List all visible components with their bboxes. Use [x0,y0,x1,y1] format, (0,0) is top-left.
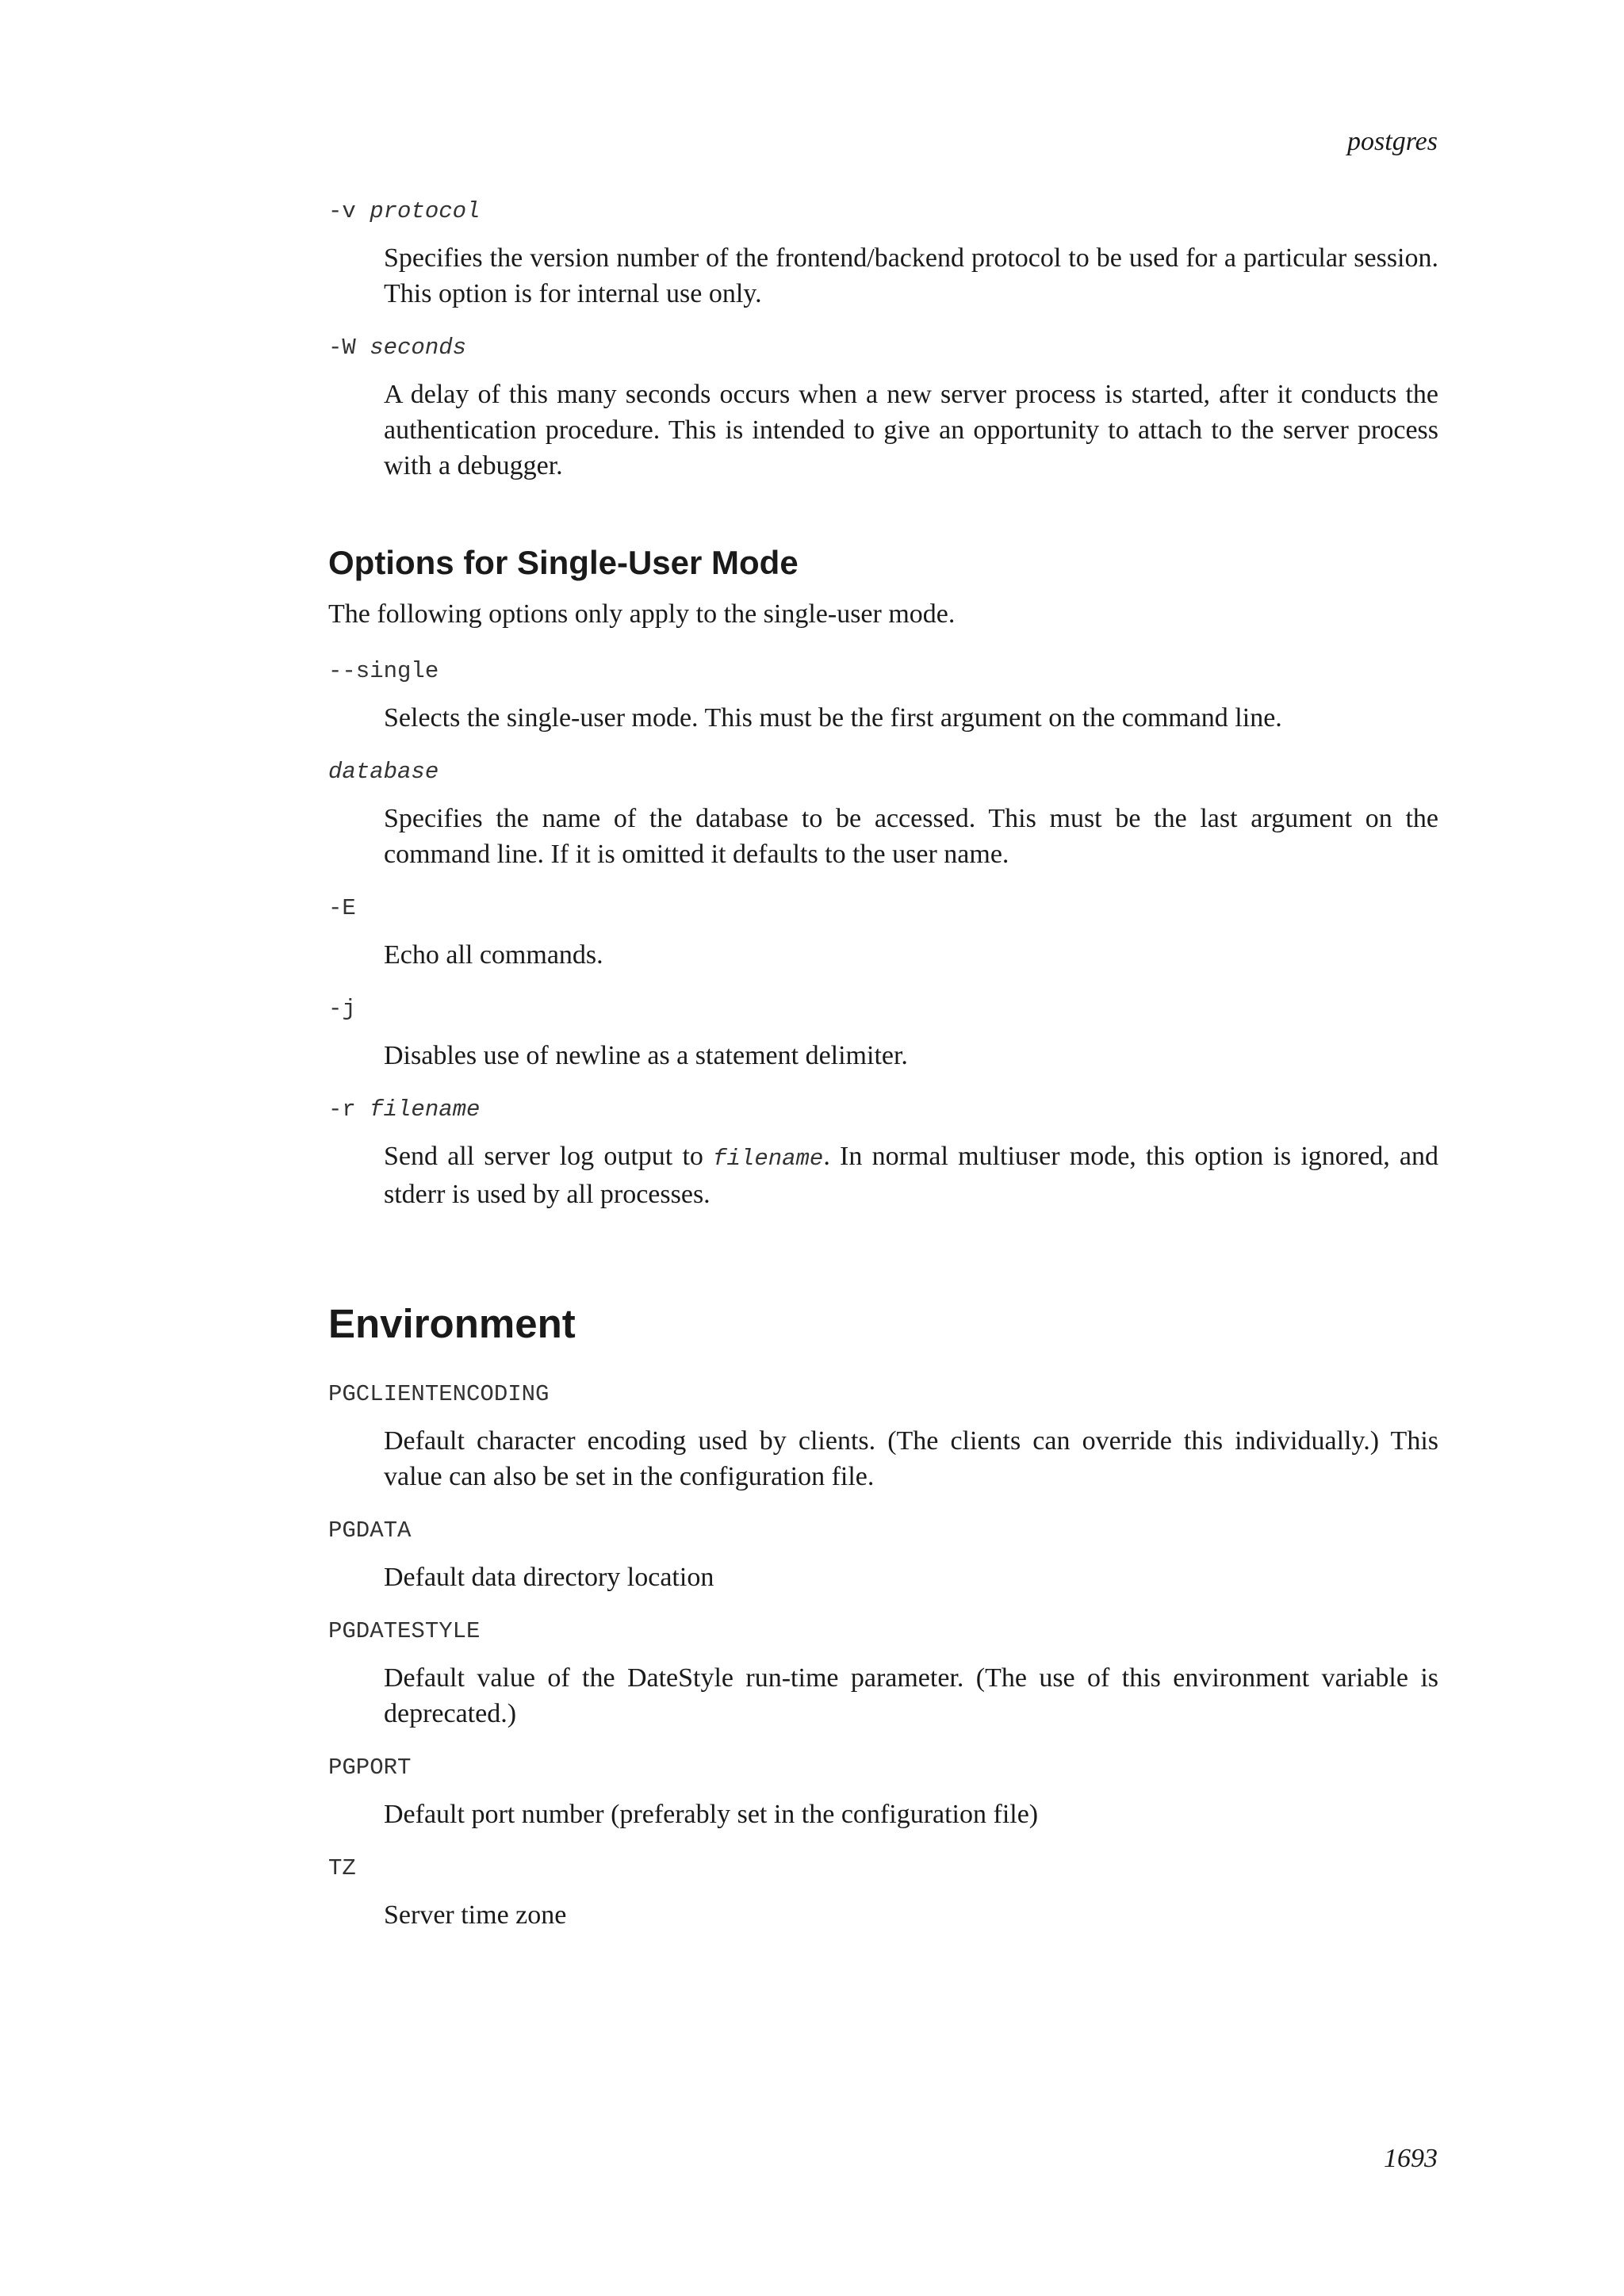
option-description [384,1138,1438,1212]
option-term [328,755,1438,790]
option-arg: protocol [370,198,481,224]
option-flag: --single [328,658,439,684]
option-description: Echo all commands. [384,940,603,970]
option-flag: -r [328,1096,356,1123]
option-arg: database [328,759,439,785]
env-var-name: PGCLIENTENCODING [328,1381,550,1407]
option-description: Disables use of newline as a statement delimiter. [384,1041,908,1070]
subsection-heading: Options for Single-User Mode [328,544,799,581]
env-var-description: Default data directory location [384,1563,714,1592]
option-term [328,194,1438,229]
option-term [328,331,1438,365]
option-term [328,1093,1438,1127]
option-term [328,654,1438,689]
page-number: 1693 [1384,2144,1438,2173]
option-arg: filename [370,1096,481,1123]
env-var-description: Default value of the DateStyle run-time parameter. (The use of this environment variable is deprecated.) [384,1663,1438,1728]
page-content [328,194,1438,1952]
option-flag: -j [328,996,356,1022]
description-text: . In normal multiuser mode, this option is ignored, and stderr is used by all processes. [384,1142,1438,1209]
env-var-name: TZ [328,1855,356,1881]
option-description: A delay of this many seconds occurs when a new server process is started, after it conducts the authentication procedure. This is intended to give an opportunity to attach to the server process with a debugger. [384,380,1438,480]
env-var-name: PGDATA [328,1517,412,1544]
env-var-description: Default port number (preferably set in the configuration file) [384,1800,1039,1829]
option-description: Selects the single-user mode. This must be the first argument on the command line. [384,703,1282,733]
env-var-name: PGPORT [328,1755,412,1781]
subsection-intro: The following options only apply to the single-user mode. [328,599,956,629]
option-flag: -E [328,895,356,921]
option-description: Specifies the version number of the frontend/backend protocol to be used for a particular session. This option is for internal use only. [384,243,1438,308]
env-var-description: Server time zone [384,1900,567,1930]
description-text: Send all server log output to [384,1142,714,1171]
option-flag: -v [328,198,356,224]
running-header: postgres [1347,127,1438,156]
env-var-description: Default character encoding used by clients. (The clients can override this individually.) This value can also be set in the configuration file. [384,1426,1438,1491]
option-term [328,891,1438,926]
option-arg: seconds [370,335,467,361]
option-description: Specifies the name of the database to be accessed. This must be the last argument on the command line. If it is omitted it defaults to the user name. [384,804,1438,869]
section-heading: Environment [328,1301,576,1346]
option-flag: -W [328,335,356,361]
inline-arg: filename [713,1146,824,1172]
env-var-name: PGDATESTYLE [328,1618,481,1644]
option-term [328,992,1438,1027]
